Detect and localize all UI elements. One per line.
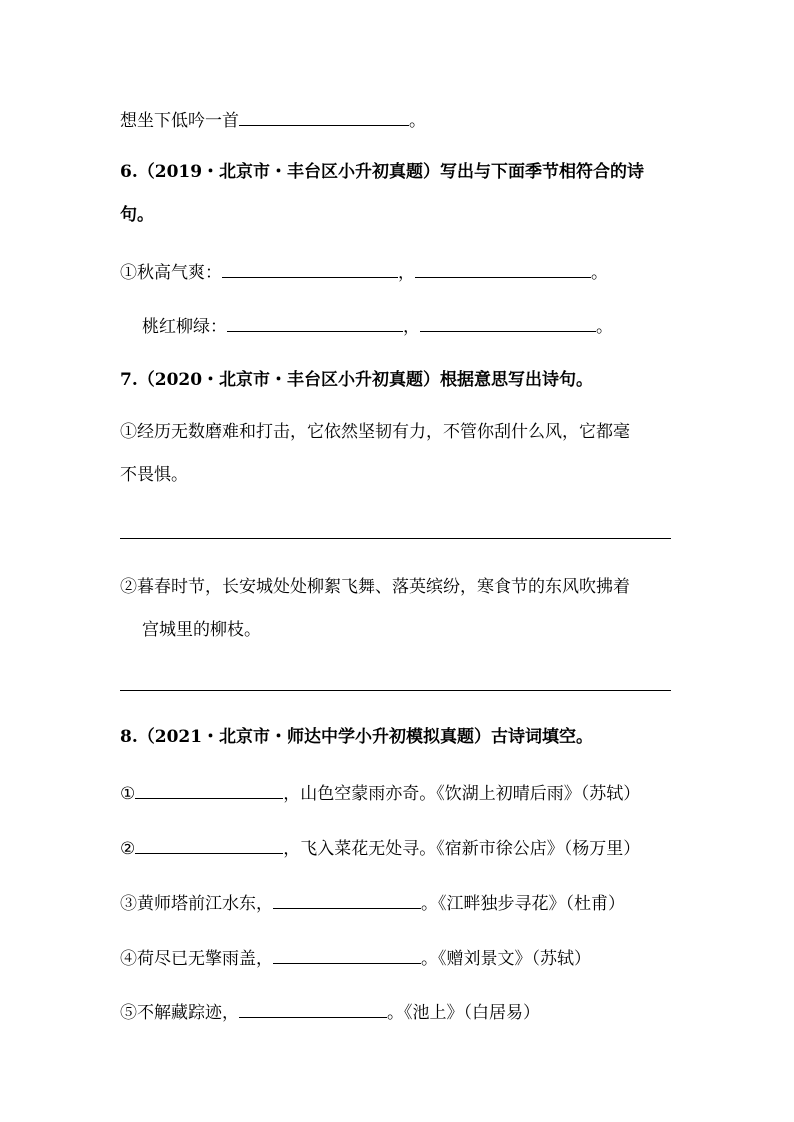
- q8-item-2: [120, 835, 640, 861]
- q6-title: 6.（2019・北京市・丰台区小升初真题）写出与下面季节相符合的诗: [120, 162, 645, 182]
- q7-item-2-cont: 宫城里的柳枝。: [142, 620, 261, 640]
- answer-blank[interactable]: [222, 259, 398, 278]
- poem-line: ⑤不解藏踪迹，: [120, 1003, 239, 1023]
- period: 。: [387, 1003, 404, 1023]
- poem-line: ③黄师塔前江水东，: [120, 894, 273, 914]
- answer-blank[interactable]: [239, 107, 409, 126]
- answer-blank[interactable]: [273, 890, 421, 909]
- q8-item-3: [120, 890, 625, 916]
- item-number: ①: [120, 784, 136, 804]
- q7-item-1: ①经历无数磨难和打击，它依然坚韧有力，不管你刮什么风，它都毫: [120, 422, 630, 442]
- answer-blank[interactable]: [420, 313, 596, 332]
- comma: ，: [398, 263, 415, 283]
- q6-item-1: [120, 259, 608, 285]
- q6-title-cont: 句。: [120, 205, 154, 225]
- answer-blank[interactable]: [415, 259, 591, 278]
- item-label: 桃红柳绿：: [142, 317, 227, 337]
- continuation-line: [120, 107, 426, 133]
- answer-line[interactable]: [120, 538, 671, 539]
- poem-source: 《饮湖上初晴后雨》（苏轼）: [436, 784, 641, 804]
- answer-blank[interactable]: [239, 999, 387, 1018]
- q7-item-2: ②暮春时节，长安城处处柳絮飞舞、落英缤纷，寒食节的东风吹拂着: [120, 577, 630, 597]
- answer-blank[interactable]: [135, 835, 283, 854]
- q8-title: 8.（2021・北京市・师达中学小升初模拟真题）古诗词填空。: [120, 727, 594, 747]
- poem-line: ，山色空蒙雨亦奇。: [283, 784, 437, 804]
- answer-line[interactable]: [120, 690, 671, 691]
- answer-blank[interactable]: [273, 945, 421, 964]
- period: 。: [409, 111, 426, 131]
- item-label: ①秋高气爽：: [120, 263, 222, 283]
- q7-title: 7.（2020・北京市・丰台区小升初真题）根据意思写出诗句。: [120, 370, 594, 390]
- q6-item-2: [142, 313, 613, 339]
- q7-item-1-cont: 不畏惧。: [120, 465, 188, 485]
- period: 。: [591, 263, 608, 283]
- period: 。: [421, 894, 438, 914]
- poem-source: 《宿新市徐公店》（杨万里）: [436, 839, 641, 859]
- item-number: ②: [120, 839, 136, 859]
- q8-item-5: [120, 999, 540, 1025]
- q8-item-4: [120, 945, 591, 971]
- poem-source: 《赠刘景文》（苏轼）: [438, 949, 591, 969]
- answer-blank[interactable]: [227, 313, 403, 332]
- line-text: 想坐下低吟一首: [120, 111, 239, 131]
- poem-source: 《江畔独步寻花》（杜甫）: [438, 894, 625, 914]
- comma: ，: [403, 317, 420, 337]
- poem-line: ④荷尽已无擎雨盖，: [120, 949, 273, 969]
- poem-source: 《池上》（白居易）: [404, 1003, 540, 1023]
- answer-blank[interactable]: [135, 780, 283, 799]
- period: 。: [421, 949, 438, 969]
- poem-line: ，飞入菜花无处寻。: [283, 839, 437, 859]
- period: 。: [596, 317, 613, 337]
- q8-item-1: [120, 780, 640, 806]
